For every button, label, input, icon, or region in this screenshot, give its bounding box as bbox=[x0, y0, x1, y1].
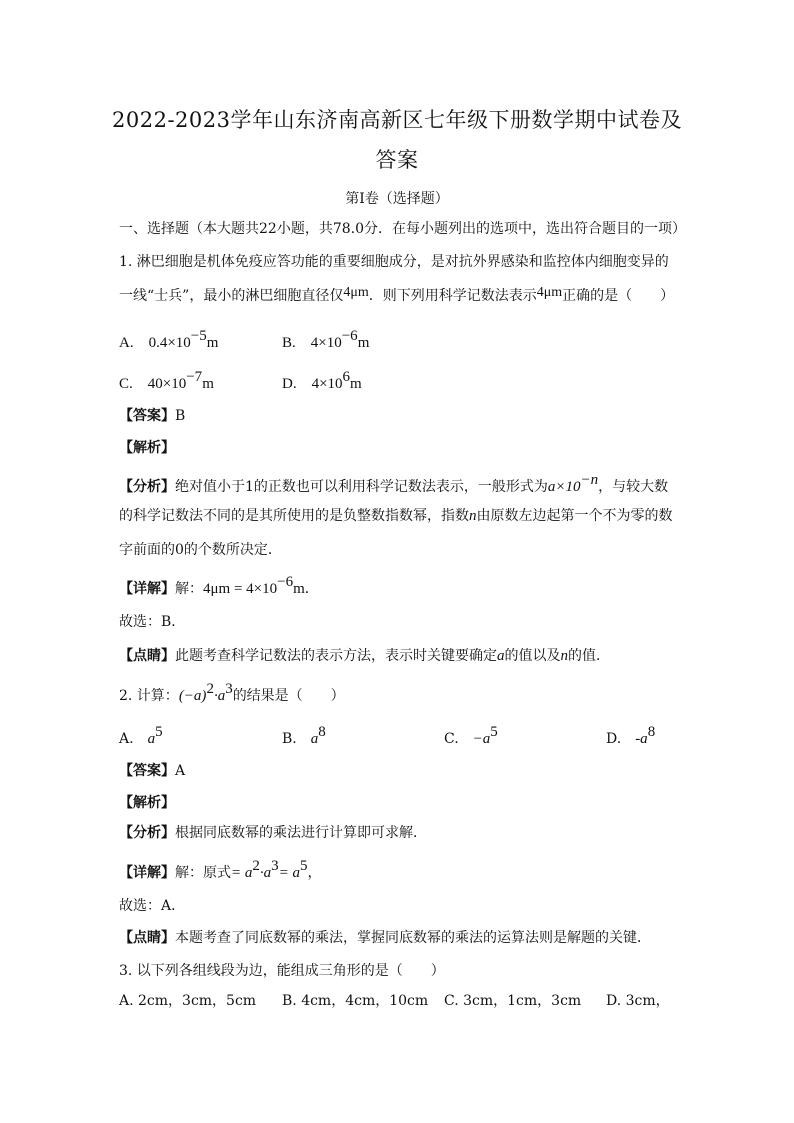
q1-answer: 【答案】B bbox=[119, 408, 186, 424]
q2-option-c: C. $-a^5$ bbox=[444, 724, 498, 747]
q1-stem-line2 bbox=[119, 285, 674, 305]
q2-review: 【点睛】本题考查了同底数幂的乘法，掌握同底数幂的乘法的运算法则是解题的关键． bbox=[119, 930, 651, 946]
q1-analysis-label: 【解析】 bbox=[119, 440, 175, 456]
q3-option-a: A. 2cm，3cm，5cm bbox=[119, 993, 257, 1009]
q1-stem-part-b: ．则下列用科学记数法表示 bbox=[368, 288, 537, 304]
q1-unit-a: 4μm bbox=[343, 285, 369, 300]
q1-option-c: C. $40\times 10^{-7}m$ bbox=[119, 369, 214, 392]
q2-option-b: B. $a^8$ bbox=[282, 724, 326, 747]
q1-option-a: A. $0.4\times 10^{-5}m$ bbox=[119, 328, 219, 351]
section-volume: 第I卷（选择题） bbox=[345, 191, 449, 207]
q2-detail: 【详解】解：原式= $a^2\cdot a^3= a^5$， bbox=[119, 858, 322, 881]
q1-fenxi-line1: 【分析】绝对值小于1的正数也可以利用科学记数法表示，一般形式为$a\times 10^{-n}$，与较大数 bbox=[119, 472, 669, 495]
q3-option-d: D. 3cm， bbox=[606, 993, 670, 1009]
q1-fenxi-line2: 的科学记数法不同的是其所使用的是负整数指数幂，指数n由原数左边起第一个不为零的数 bbox=[119, 508, 673, 524]
q1-option-d: D. $4\times 10^6m$ bbox=[282, 369, 362, 392]
q3-option-b: B. 4cm，4cm，10cm bbox=[282, 993, 429, 1009]
q1-option-b: B. $4\times 10^{-6}m$ bbox=[282, 328, 370, 351]
q2-analysis-label: 【解析】 bbox=[119, 795, 175, 811]
q1-fenxi-line3: 字前面的0的个数所决定． bbox=[119, 542, 282, 558]
q1-review: 【点睛】此题考查科学记数法的表示方法，表示时关键要确定a的值以及n的值． bbox=[119, 648, 610, 664]
q1-unit-b: 4μm bbox=[536, 285, 563, 300]
q1-detail: 【详解】解：$4\mu m = 4\times 10^{-6}m$． bbox=[119, 574, 319, 597]
q1-stem-line1: 1. 淋巴细胞是机体免疫应答功能的重要细胞成分，是对抗外界感染和监控体内细胞变异的 bbox=[119, 254, 669, 270]
q2-option-a: A. $a^5$ bbox=[119, 724, 163, 747]
q1-stem-part-c: 正确的是（ ） bbox=[562, 288, 675, 304]
section-intro: 一、选择题（本大题共22小题，共78.0分．在每小题列出的选项中，选出符合题目的一项） bbox=[119, 221, 686, 237]
q1-stem-part-a: 一线“士兵”，最小的淋巴细胞直径仅 bbox=[119, 288, 344, 304]
q2-fenxi: 【分析】根据同底数幂的乘法进行计算即可求解． bbox=[119, 825, 427, 841]
q2-option-d: D. $-a^8$ bbox=[606, 724, 656, 747]
doc-title-line2: 答案 bbox=[375, 148, 419, 172]
q3-option-c: C. 3cm，1cm，3cm bbox=[444, 993, 582, 1009]
q1-choose: 故选：B． bbox=[119, 614, 186, 630]
doc-title-line1: 2022-2023学年山东济南高新区七年级下册数学期中试卷及 bbox=[112, 108, 682, 132]
q2-answer: 【答案】A bbox=[119, 763, 186, 779]
q2-stem: 2. 计算：$(-a)^2\cdot a^3$的结果是（ ） bbox=[119, 681, 345, 704]
q2-choose: 故选：A． bbox=[119, 898, 186, 914]
q3-stem: 3. 以下列各组线段为边，能组成三角形的是（ ） bbox=[119, 963, 445, 979]
